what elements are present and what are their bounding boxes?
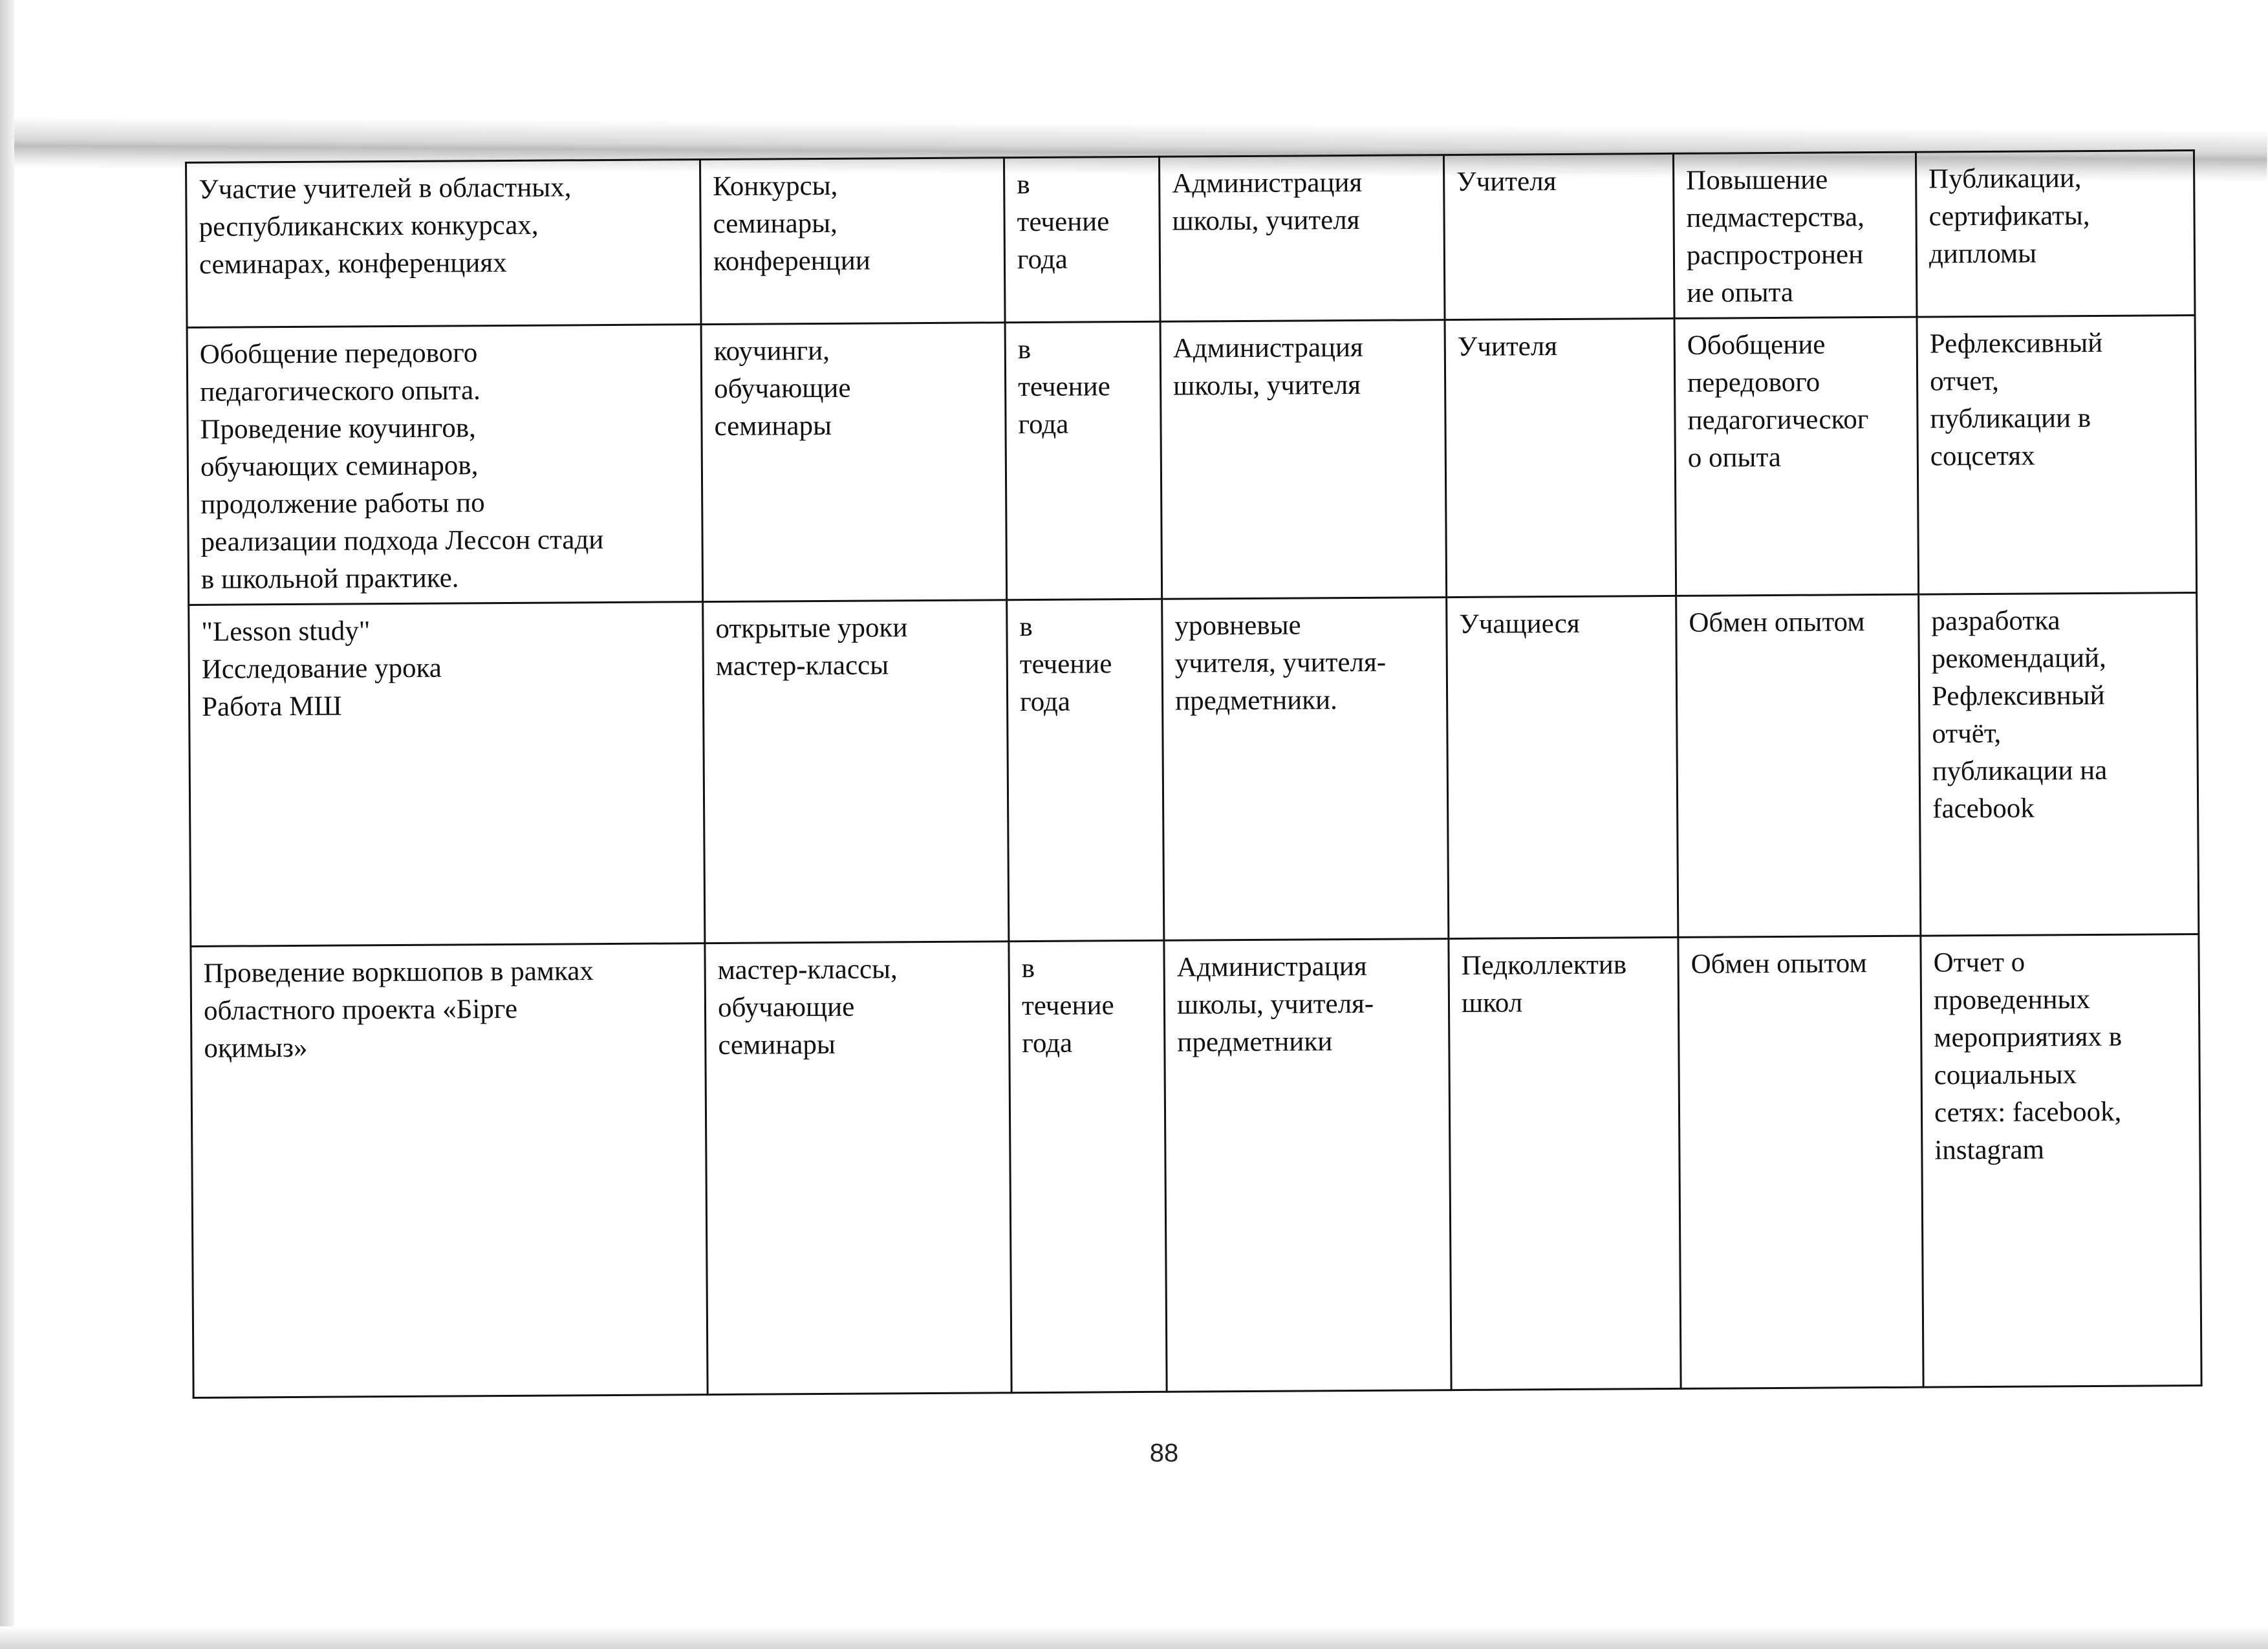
cell-responsible: Администрация школы, учителя- предметники — [1164, 939, 1451, 1392]
cell-result: разработка рекомендаций, Рефлексивный отчёт, публикации на facebook — [1919, 593, 2199, 936]
cell-participants: Учащиеся — [1447, 596, 1678, 938]
cell-goal: Обмен опытом — [1676, 594, 1921, 937]
cell-activity: Участие учителей в областных, республиканских конкурсах, семинарах, конференциях — [186, 160, 702, 328]
table-row — [187, 316, 2197, 605]
cell-timing: в течение года — [1005, 321, 1162, 599]
table-row — [191, 934, 2201, 1398]
cell-participants: Учителя — [1445, 318, 1676, 597]
cell-result: Публикации, сертификаты, дипломы — [1916, 151, 2195, 318]
cell-activity: "Lesson study" Исследование урока Работа МШ — [189, 602, 705, 947]
table-row — [189, 593, 2199, 947]
cell-form: Конкурсы, семинары, конференции — [700, 158, 1005, 325]
cell-form: коучинги, обучающие семинары — [701, 323, 1007, 602]
cell-result: Отчет о проведенных мероприятиях в социальных сетях: facebook, instagram — [1921, 934, 2201, 1388]
cell-goal: Обобщение передового педагогическог о опыта — [1674, 317, 1919, 596]
cell-timing: в течение года — [1007, 599, 1164, 941]
scan-bottom-edge — [0, 1626, 2268, 1649]
cell-participants: Учителя — [1443, 153, 1674, 319]
cell-goal: Повышение педмастерства, распростронен ие опыта — [1673, 152, 1917, 318]
cell-goal: Обмен опытом — [1678, 936, 1923, 1388]
plan-table — [185, 149, 2203, 1399]
cell-responsible: уровневые учителя, учителя- предметники. — [1162, 598, 1449, 941]
cell-timing: в течение года — [1004, 156, 1160, 322]
cell-activity: Обобщение передового педагогического опыта. Проведение коучингов, обучающих семинаров, продолжение работы по реализации подхода Лессон стади в школьной практике. — [187, 325, 703, 605]
cell-form: открытые уроки мастер-классы — [703, 600, 1009, 943]
cell-form: мастер-классы, обучающие семинары — [705, 942, 1011, 1395]
scan-left-edge — [0, 0, 14, 1649]
cell-result: Рефлексивный отчет, публикации в соцсетях — [1917, 316, 2197, 595]
table-row — [186, 151, 2195, 328]
cell-activity: Проведение воркшопов в рамках областного проекта «Бірге оқимыз» — [191, 943, 707, 1398]
plan-table-container — [185, 149, 2201, 1399]
page-number: 88 — [1149, 1439, 1179, 1467]
cell-participants: Педколлектив школ — [1449, 937, 1681, 1390]
cell-responsible: Администрация школы, учителя — [1160, 320, 1447, 599]
cell-responsible: Администрация школы, учителя — [1159, 155, 1445, 322]
cell-timing: в течение года — [1009, 940, 1167, 1392]
